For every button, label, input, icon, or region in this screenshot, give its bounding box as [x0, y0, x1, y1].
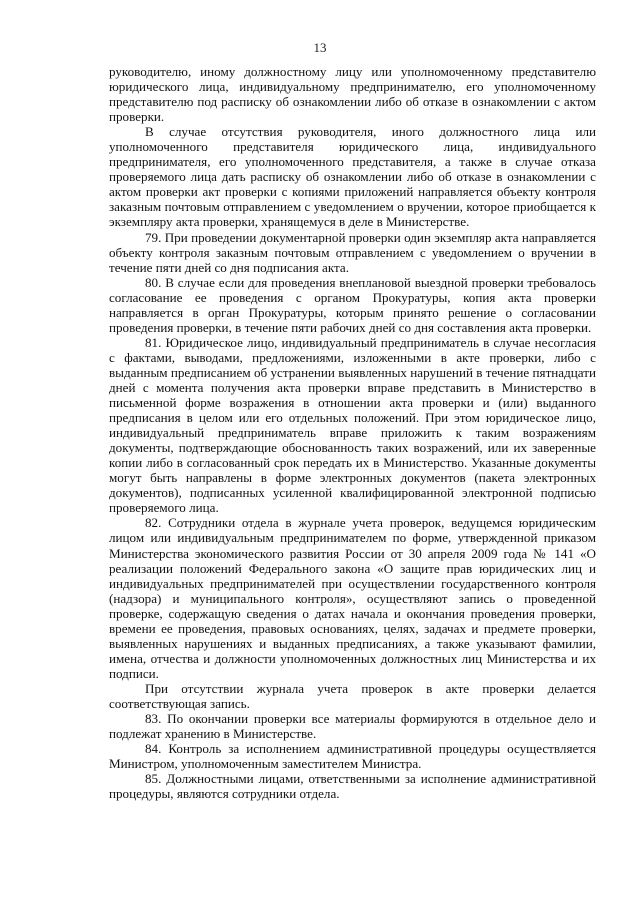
paragraph-79: 79. При проведении документарной проверки один экземпляр акта направляется объекту контроля заказным почтовым отправлением с уведомлением о вручении в течение пяти дней со дня подписания акта. [109, 229, 596, 275]
paragraph-81: 81. Юридическое лицо, индивидуальный предприниматель в случае несогласия с фактами, выводами, предложениями, изложенными в акте проверки, либо с выданным предписанием об устранении выявленных нарушений в течение пятнадцати дней с момента получения акта проверки вправе представить в Министерство в письменной форме возражения в отношении акта проверки и (или) выданного предписания в целом или его отдельных положений. При этом юридическое лицо, индивидуальный предприниматель вправе приложить к таким возражениям документы, подтверждающие обоснованность таких возражений, или их заверенные копии либо в согласованный срок передать их в Министерство. Указанные документы могут быть направлены в форме электронных документов (пакета электронных документов), подписанных усиленной квалифицированной электронной подписью проверяемого лица. [109, 334, 596, 516]
paragraph-absence-case: В случае отсутствия руководителя, иного должностного лица или уполномоченного представителя юридического лица, индивидуального предпринимателя, его уполномоченного представителя, а также в случае отказа проверяемого лица дать расписку об ознакомлении либо об отказе в ознакомлении с актом проверки акт проверки с копиями приложений направляется объекту контроля заказным почтовым отправлением с уведомлением о вручении, которое приобщается к экземпляру акта проверки, хранящемуся в деле в Министерстве. [109, 124, 596, 230]
page-number: 13 [313, 40, 327, 55]
paragraph-80: 80. В случае если для проведения внеплановой выездной проверки требовалось согласование ее проведения с органом Прокуратуры, копия акта проверки направляется в орган Прокуратуры, которым принято решение о согласовании проведения проверки, в течение пяти рабочих дней со дня составления акта проверки. [109, 274, 596, 335]
paragraph-continuation: руководителю, иному должностному лицу или уполномоченному представителю юридического лица, индивидуальному предпринимателю, его уполномоченному представителю под расписку об ознакомлении либо об отказе в ознакомлении с актом проверки. [109, 64, 596, 125]
paragraph-83: 83. По окончании проверки все материалы формируются в отдельное дело и подлежат хранению в Министерстве. [109, 711, 596, 742]
paragraph-journal-absence: При отсутствии журнала учета проверок в акте проверки делается соответствующая запись. [109, 680, 596, 711]
paragraph-82: 82. Сотрудники отдела в журнале учета проверок, ведущемся юридическим лицом или индивидуальным предпринимателем по форме, утвержденной приказом Министерства экономического развития России от 30 апреля 2009 года № 141 «О реализации положений Федерального закона «О защите прав юридических лиц и индивидуальных предпринимателей при осуществлении государственного контроля (надзора) и муниципального контроля», осуществляют запись о проведенной проверке, содержащую сведения о датах начала и окончания проведения проверки, времени ее проведения, правовых основаниях, целях, задачах и предмете проверки, выявленных нарушениях и выданных предписаниях, а также указывают фамилии, имена, отчества и должности уполномоченных должностных лиц Министерства и их подписи. [109, 515, 596, 681]
paragraph-85: 85. Должностными лицами, ответственными за исполнение административной процедуры, являются сотрудники отдела. [109, 771, 596, 802]
paragraph-84: 84. Контроль за исполнением административной процедуры осуществляется Министром, уполномоченным заместителем Министра. [109, 741, 596, 772]
document-body [109, 64, 596, 801]
